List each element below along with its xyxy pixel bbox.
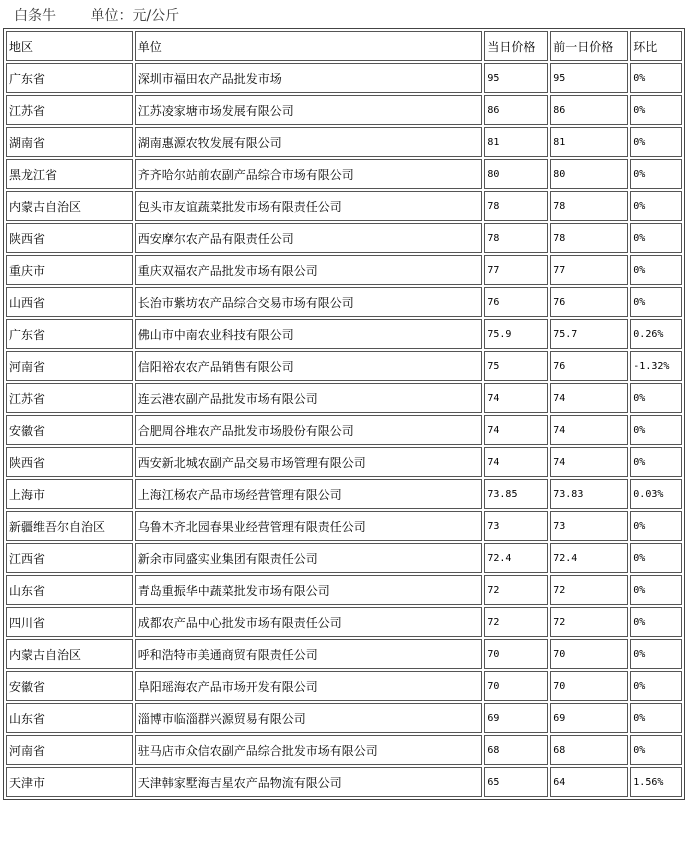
table-row xyxy=(6,575,682,605)
cell-today-price: 72 xyxy=(484,607,548,637)
cell-unit: 青岛重振华中蔬菜批发市场有限公司 xyxy=(135,575,483,605)
cell-prev-price: 76 xyxy=(550,287,628,317)
cell-unit: 西安摩尔农产品有限责任公司 xyxy=(135,223,483,253)
cell-unit: 阜阳瑶海农产品市场开发有限公司 xyxy=(135,671,483,701)
cell-change: 0% xyxy=(630,543,682,573)
cell-region: 新疆维吾尔自治区 xyxy=(6,511,133,541)
cell-unit: 驻马店市众信农副产品综合批发市场有限公司 xyxy=(135,735,483,765)
cell-change: 0% xyxy=(630,575,682,605)
cell-region: 四川省 xyxy=(6,607,133,637)
cell-unit: 重庆双福农产品批发市场有限公司 xyxy=(135,255,483,285)
cell-region: 安徽省 xyxy=(6,415,133,445)
cell-change: 0.26% xyxy=(630,319,682,349)
cell-prev-price: 80 xyxy=(550,159,628,189)
cell-today-price: 74 xyxy=(484,415,548,445)
cell-region: 山东省 xyxy=(6,703,133,733)
cell-change: 0% xyxy=(630,63,682,93)
cell-prev-price: 76 xyxy=(550,351,628,381)
cell-today-price: 72 xyxy=(484,575,548,605)
cell-unit: 包头市友谊蔬菜批发市场有限责任公司 xyxy=(135,191,483,221)
cell-region: 江苏省 xyxy=(6,95,133,125)
price-table-body xyxy=(6,31,682,797)
cell-change: 0% xyxy=(630,671,682,701)
cell-unit: 信阳裕农农产品销售有限公司 xyxy=(135,351,483,381)
table-row xyxy=(6,479,682,509)
table-row xyxy=(6,287,682,317)
cell-region: 安徽省 xyxy=(6,671,133,701)
cell-unit: 西安新北城农副产品交易市场管理有限公司 xyxy=(135,447,483,477)
cell-today-price: 75 xyxy=(484,351,548,381)
table-row xyxy=(6,447,682,477)
table-row xyxy=(6,351,682,381)
cell-region: 山西省 xyxy=(6,287,133,317)
table-row xyxy=(6,415,682,445)
cell-prev-price: 74 xyxy=(550,415,628,445)
table-row xyxy=(6,511,682,541)
cell-unit: 呼和浩特市美通商贸有限责任公司 xyxy=(135,639,483,669)
cell-change: 0% xyxy=(630,511,682,541)
table-row xyxy=(6,703,682,733)
cell-change: 1.56% xyxy=(630,767,682,797)
header-prev-price: 前一日价格 xyxy=(550,31,628,61)
table-row xyxy=(6,159,682,189)
table-row xyxy=(6,95,682,125)
cell-change: 0% xyxy=(630,223,682,253)
cell-today-price: 70 xyxy=(484,671,548,701)
cell-today-price: 81 xyxy=(484,127,548,157)
cell-region: 上海市 xyxy=(6,479,133,509)
cell-region: 天津市 xyxy=(6,767,133,797)
cell-today-price: 68 xyxy=(484,735,548,765)
cell-today-price: 73 xyxy=(484,511,548,541)
cell-prev-price: 77 xyxy=(550,255,628,285)
price-table xyxy=(3,28,685,800)
cell-prev-price: 95 xyxy=(550,63,628,93)
cell-change: 0% xyxy=(630,95,682,125)
cell-prev-price: 69 xyxy=(550,703,628,733)
cell-today-price: 69 xyxy=(484,703,548,733)
cell-region: 陕西省 xyxy=(6,223,133,253)
cell-prev-price: 68 xyxy=(550,735,628,765)
cell-prev-price: 86 xyxy=(550,95,628,125)
cell-unit: 乌鲁木齐北园春果业经营管理有限责任公司 xyxy=(135,511,483,541)
cell-region: 重庆市 xyxy=(6,255,133,285)
cell-region: 湖南省 xyxy=(6,127,133,157)
header-region: 地区 xyxy=(6,31,133,61)
cell-region: 内蒙古自治区 xyxy=(6,639,133,669)
cell-unit: 淄博市临淄群兴源贸易有限公司 xyxy=(135,703,483,733)
header-row xyxy=(6,31,682,61)
cell-region: 江苏省 xyxy=(6,383,133,413)
cell-prev-price: 81 xyxy=(550,127,628,157)
cell-prev-price: 70 xyxy=(550,639,628,669)
cell-change: 0% xyxy=(630,447,682,477)
table-row xyxy=(6,191,682,221)
table-row xyxy=(6,63,682,93)
cell-prev-price: 78 xyxy=(550,191,628,221)
cell-today-price: 65 xyxy=(484,767,548,797)
table-row xyxy=(6,223,682,253)
cell-prev-price: 72 xyxy=(550,607,628,637)
cell-prev-price: 78 xyxy=(550,223,628,253)
cell-prev-price: 73 xyxy=(550,511,628,541)
cell-unit: 上海江杨农产品市场经营管理有限公司 xyxy=(135,479,483,509)
cell-change: 0% xyxy=(630,735,682,765)
cell-unit: 成都农产品中心批发市场有限责任公司 xyxy=(135,607,483,637)
cell-prev-price: 70 xyxy=(550,671,628,701)
cell-unit: 合肥周谷堆农产品批发市场股份有限公司 xyxy=(135,415,483,445)
table-row xyxy=(6,639,682,669)
table-row xyxy=(6,255,682,285)
cell-prev-price: 64 xyxy=(550,767,628,797)
cell-change: -1.32% xyxy=(630,351,682,381)
cell-today-price: 77 xyxy=(484,255,548,285)
header-unit: 单位 xyxy=(135,31,483,61)
cell-change: 0% xyxy=(630,415,682,445)
cell-today-price: 80 xyxy=(484,159,548,189)
cell-prev-price: 74 xyxy=(550,447,628,477)
cell-unit: 湖南惠源农牧发展有限公司 xyxy=(135,127,483,157)
cell-today-price: 70 xyxy=(484,639,548,669)
cell-change: 0% xyxy=(630,383,682,413)
cell-change: 0.03% xyxy=(630,479,682,509)
cell-region: 山东省 xyxy=(6,575,133,605)
cell-change: 0% xyxy=(630,287,682,317)
cell-today-price: 78 xyxy=(484,191,548,221)
cell-unit: 佛山市中南农业科技有限公司 xyxy=(135,319,483,349)
cell-change: 0% xyxy=(630,191,682,221)
cell-region: 江西省 xyxy=(6,543,133,573)
table-row xyxy=(6,671,682,701)
cell-change: 0% xyxy=(630,255,682,285)
table-row xyxy=(6,543,682,573)
cell-today-price: 72.4 xyxy=(484,543,548,573)
table-caption xyxy=(14,5,179,27)
cell-today-price: 76 xyxy=(484,287,548,317)
cell-unit: 连云港农副产品批发市场有限公司 xyxy=(135,383,483,413)
cell-unit: 深圳市福田农产品批发市场 xyxy=(135,63,483,93)
cell-region: 广东省 xyxy=(6,319,133,349)
table-row xyxy=(6,127,682,157)
cell-change: 0% xyxy=(630,703,682,733)
cell-prev-price: 73.83 xyxy=(550,479,628,509)
table-row xyxy=(6,319,682,349)
cell-region: 广东省 xyxy=(6,63,133,93)
cell-change: 0% xyxy=(630,159,682,189)
cell-prev-price: 74 xyxy=(550,383,628,413)
cell-region: 河南省 xyxy=(6,735,133,765)
cell-change: 0% xyxy=(630,607,682,637)
cell-change: 0% xyxy=(630,639,682,669)
header-change: 环比 xyxy=(630,31,682,61)
cell-today-price: 75.9 xyxy=(484,319,548,349)
cell-prev-price: 72.4 xyxy=(550,543,628,573)
table-row xyxy=(6,735,682,765)
cell-unit: 江苏凌家塘市场发展有限公司 xyxy=(135,95,483,125)
cell-today-price: 78 xyxy=(484,223,548,253)
cell-region: 河南省 xyxy=(6,351,133,381)
cell-region: 陕西省 xyxy=(6,447,133,477)
cell-today-price: 73.85 xyxy=(484,479,548,509)
table-row xyxy=(6,767,682,797)
cell-today-price: 74 xyxy=(484,447,548,477)
cell-today-price: 86 xyxy=(484,95,548,125)
cell-unit: 长治市紫坊农产品综合交易市场有限公司 xyxy=(135,287,483,317)
cell-region: 内蒙古自治区 xyxy=(6,191,133,221)
cell-prev-price: 72 xyxy=(550,575,628,605)
cell-region: 黑龙江省 xyxy=(6,159,133,189)
cell-unit: 齐齐哈尔站前农副产品综合市场有限公司 xyxy=(135,159,483,189)
cell-prev-price: 75.7 xyxy=(550,319,628,349)
unit-label: 单位：元/公斤 xyxy=(90,8,180,24)
cell-unit: 新余市同盛实业集团有限责任公司 xyxy=(135,543,483,573)
cell-today-price: 74 xyxy=(484,383,548,413)
table-row xyxy=(6,383,682,413)
product-name: 白条牛 xyxy=(14,8,56,24)
cell-change: 0% xyxy=(630,127,682,157)
cell-unit: 天津韩家墅海吉星农产品物流有限公司 xyxy=(135,767,483,797)
header-today-price: 当日价格 xyxy=(484,31,548,61)
table-row xyxy=(6,607,682,637)
cell-today-price: 95 xyxy=(484,63,548,93)
